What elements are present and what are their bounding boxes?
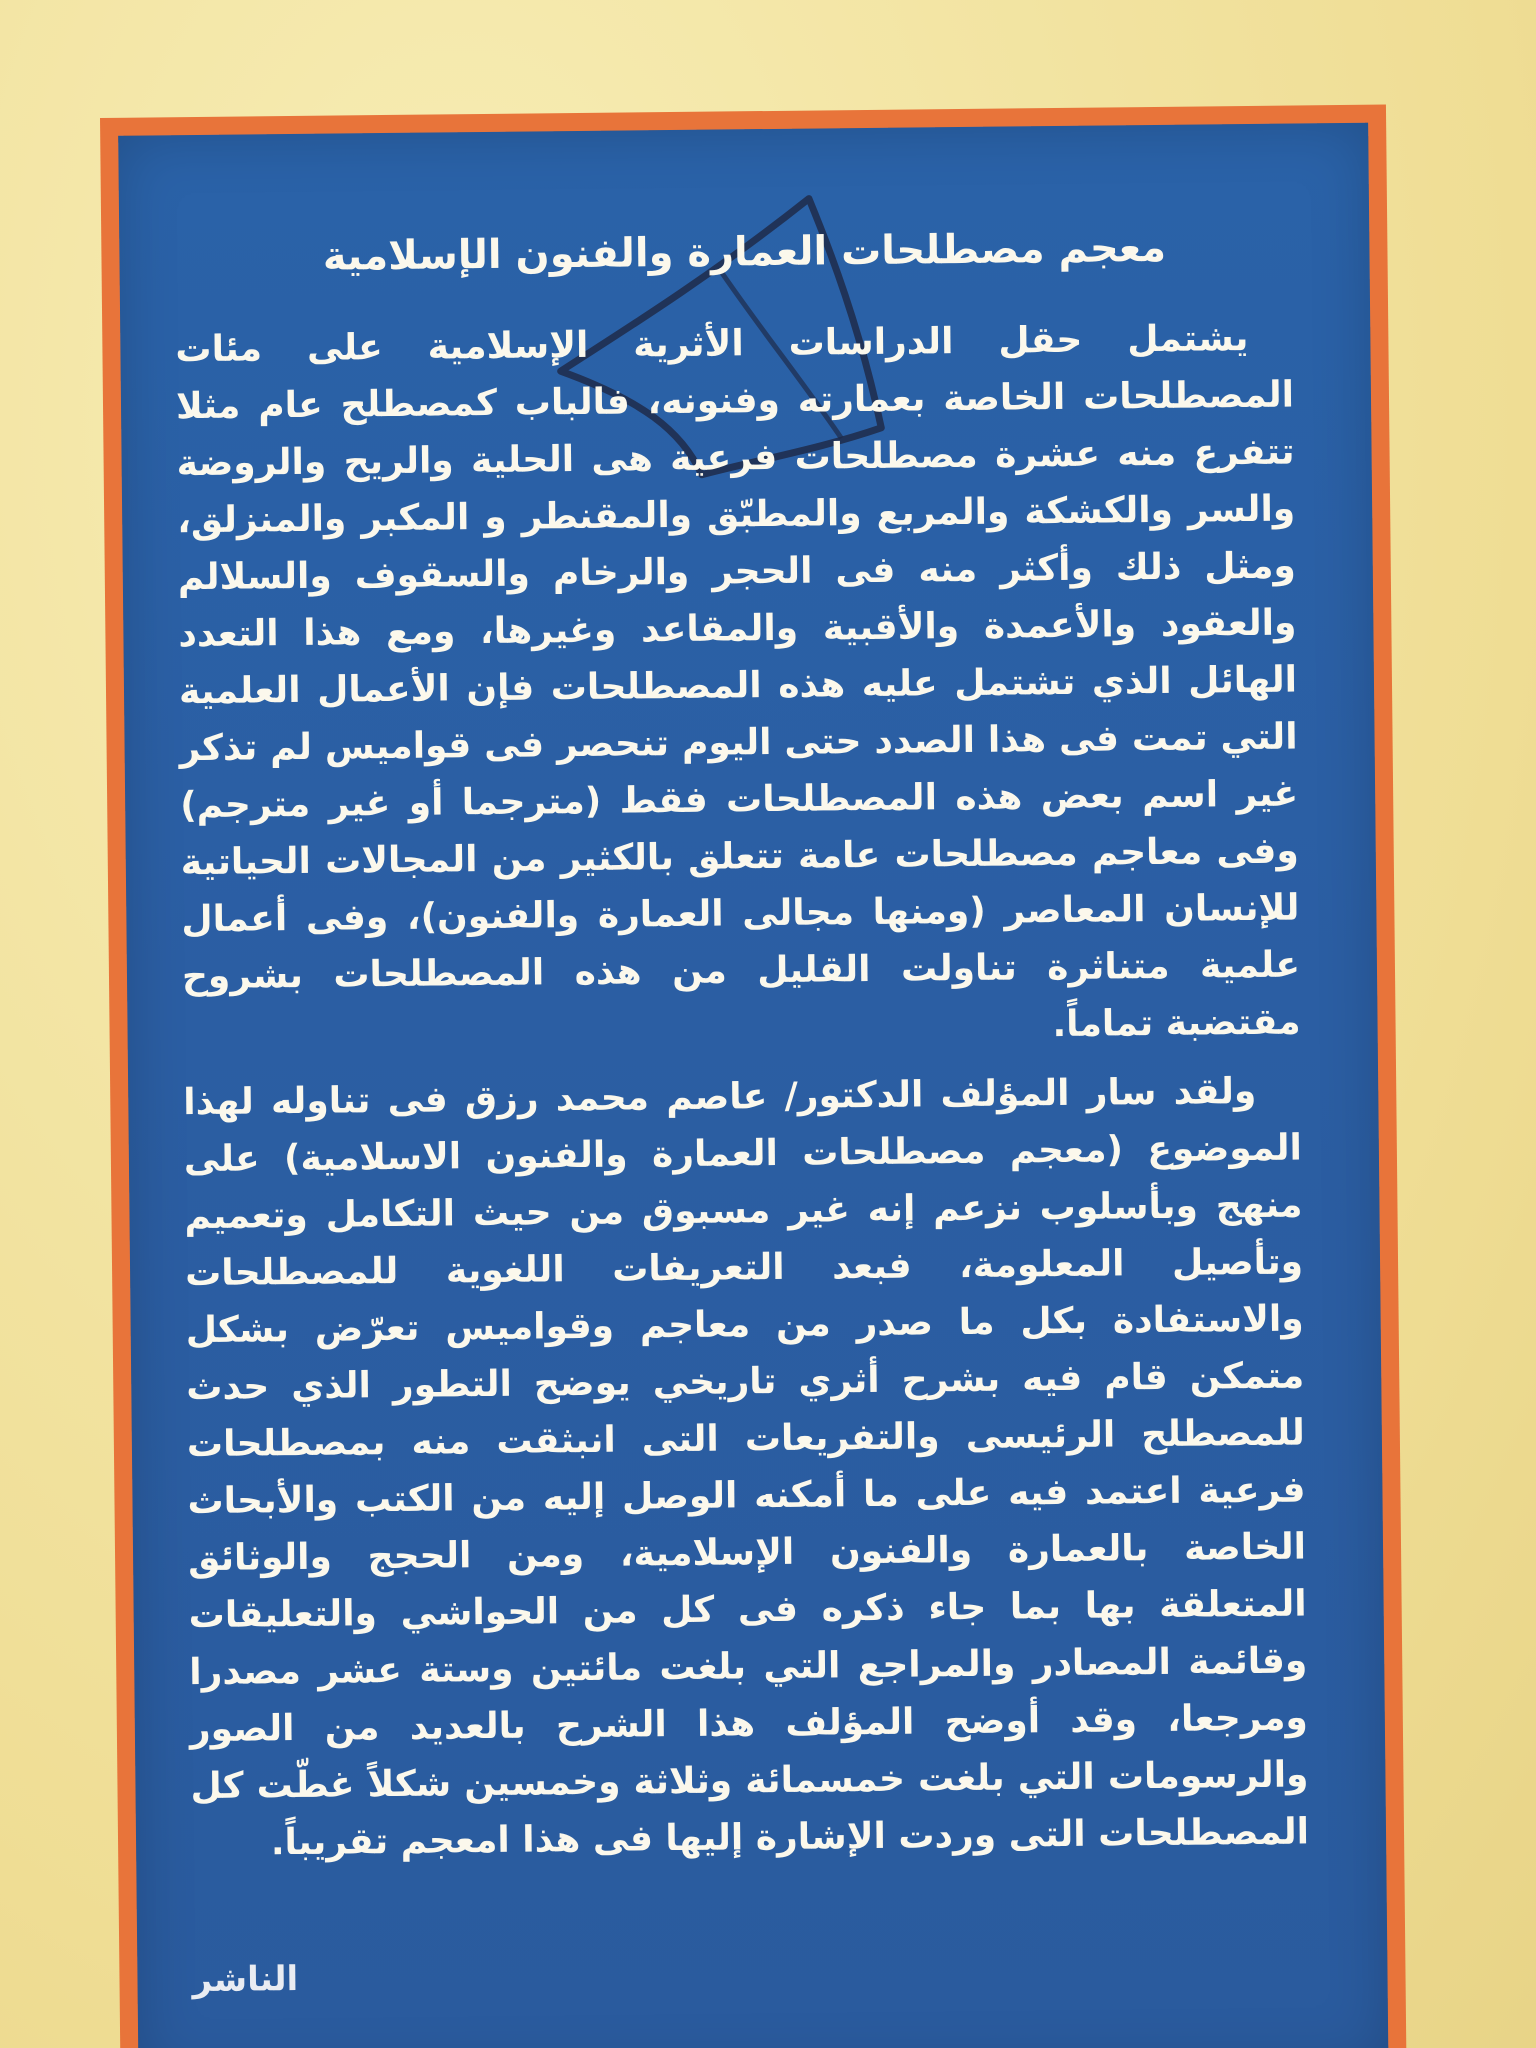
description-paragraph-1: يشتمل حقل الدراسات الأثرية الإسلامية على مئات المصطلحات الخاصة بعمارته وفنونه، فالباب كمصطلح عام مثلا تتفرع منه عشرة مصطلحات فرعية هى الحلية والريح والروضة والسر والكشكة والمربع والمطبّق والمقنطر و المكبر والمنزلق، ومثل ذلك وأكثر منه فى الحجر والرخام والسقوف والسلالم والعقود والأعمدة والأقبية والمقاعد وغيرها، ومع هذا التعدد الهائل الذي تشتمل عليه هذه المصطلحات فإن الأعمال العلمية التي تمت فى هذا الصدد حتى اليوم تنحصر فى قواميس لم تذكر غير اسم بعض هذه المصطلحات فقط (مترجما أو غير مترجم) وفى معاجم مصطلحات عامة تتعلق بالكثير من المجالات الحياتية للإنسان المعاصر (ومنها مجالى العمارة والفنون)، وفى أعمال علمية متناثرة تناولت القليل من هذه المصطلحات بشروح مقتضبة تماماً. xyxy=(175,317,1301,1046)
blue-text-panel xyxy=(118,123,1388,2048)
back-cover-text xyxy=(174,223,1331,1882)
book-title: معجم مصطلحات العمارة والفنون الإسلامية xyxy=(322,224,1167,280)
publisher-signature: الناشر xyxy=(192,1959,299,2001)
description-paragraph-2: ولقد سار المؤلف الدكتور/ عاصم محمد رزق فى تناوله لهذا الموضوع (معجم مصطلحات العمارة والفنون الاسلامية) على منهج وبأسلوب نزعم إنه غير مسبوق من حيث التكامل وتعميم وتأصيل المعلومة، فبعد التعريفات اللغوية للمصطلحات والاستفادة بكل ما صدر من معاجم وقواميس تعرّض بشكل متمكن قام فيه بشرح أثري تاريخي يوضح التطور الذي حدث للمصطلح الرئيسى والتفريعات التى انبثقت منه بمصطلحات فرعية اعتمد فيه على ما أمكنه الوصل إليه من الكتب والأبحاث الخاصة بالعمارة والفنون الإسلامية، ومن الحجج والوثائق المتعلقة بها بما جاء ذكره فى كل من الحواشي والتعليقات وقائمة المصادر والمراجع التي بلغت مائتين وستة عشر مصدرا ومرجعا، وقد أوضح المؤلف هذا الشرح بالعديد من الصور والرسومات التي بلغت خمسمائة وثلاثة وخمسين شكلاً غطّت كل المصطلحات التى وردت الإشارة إليها فى هذا امعجم تقريباً. xyxy=(183,1070,1310,1864)
orange-border-frame xyxy=(100,105,1406,2048)
